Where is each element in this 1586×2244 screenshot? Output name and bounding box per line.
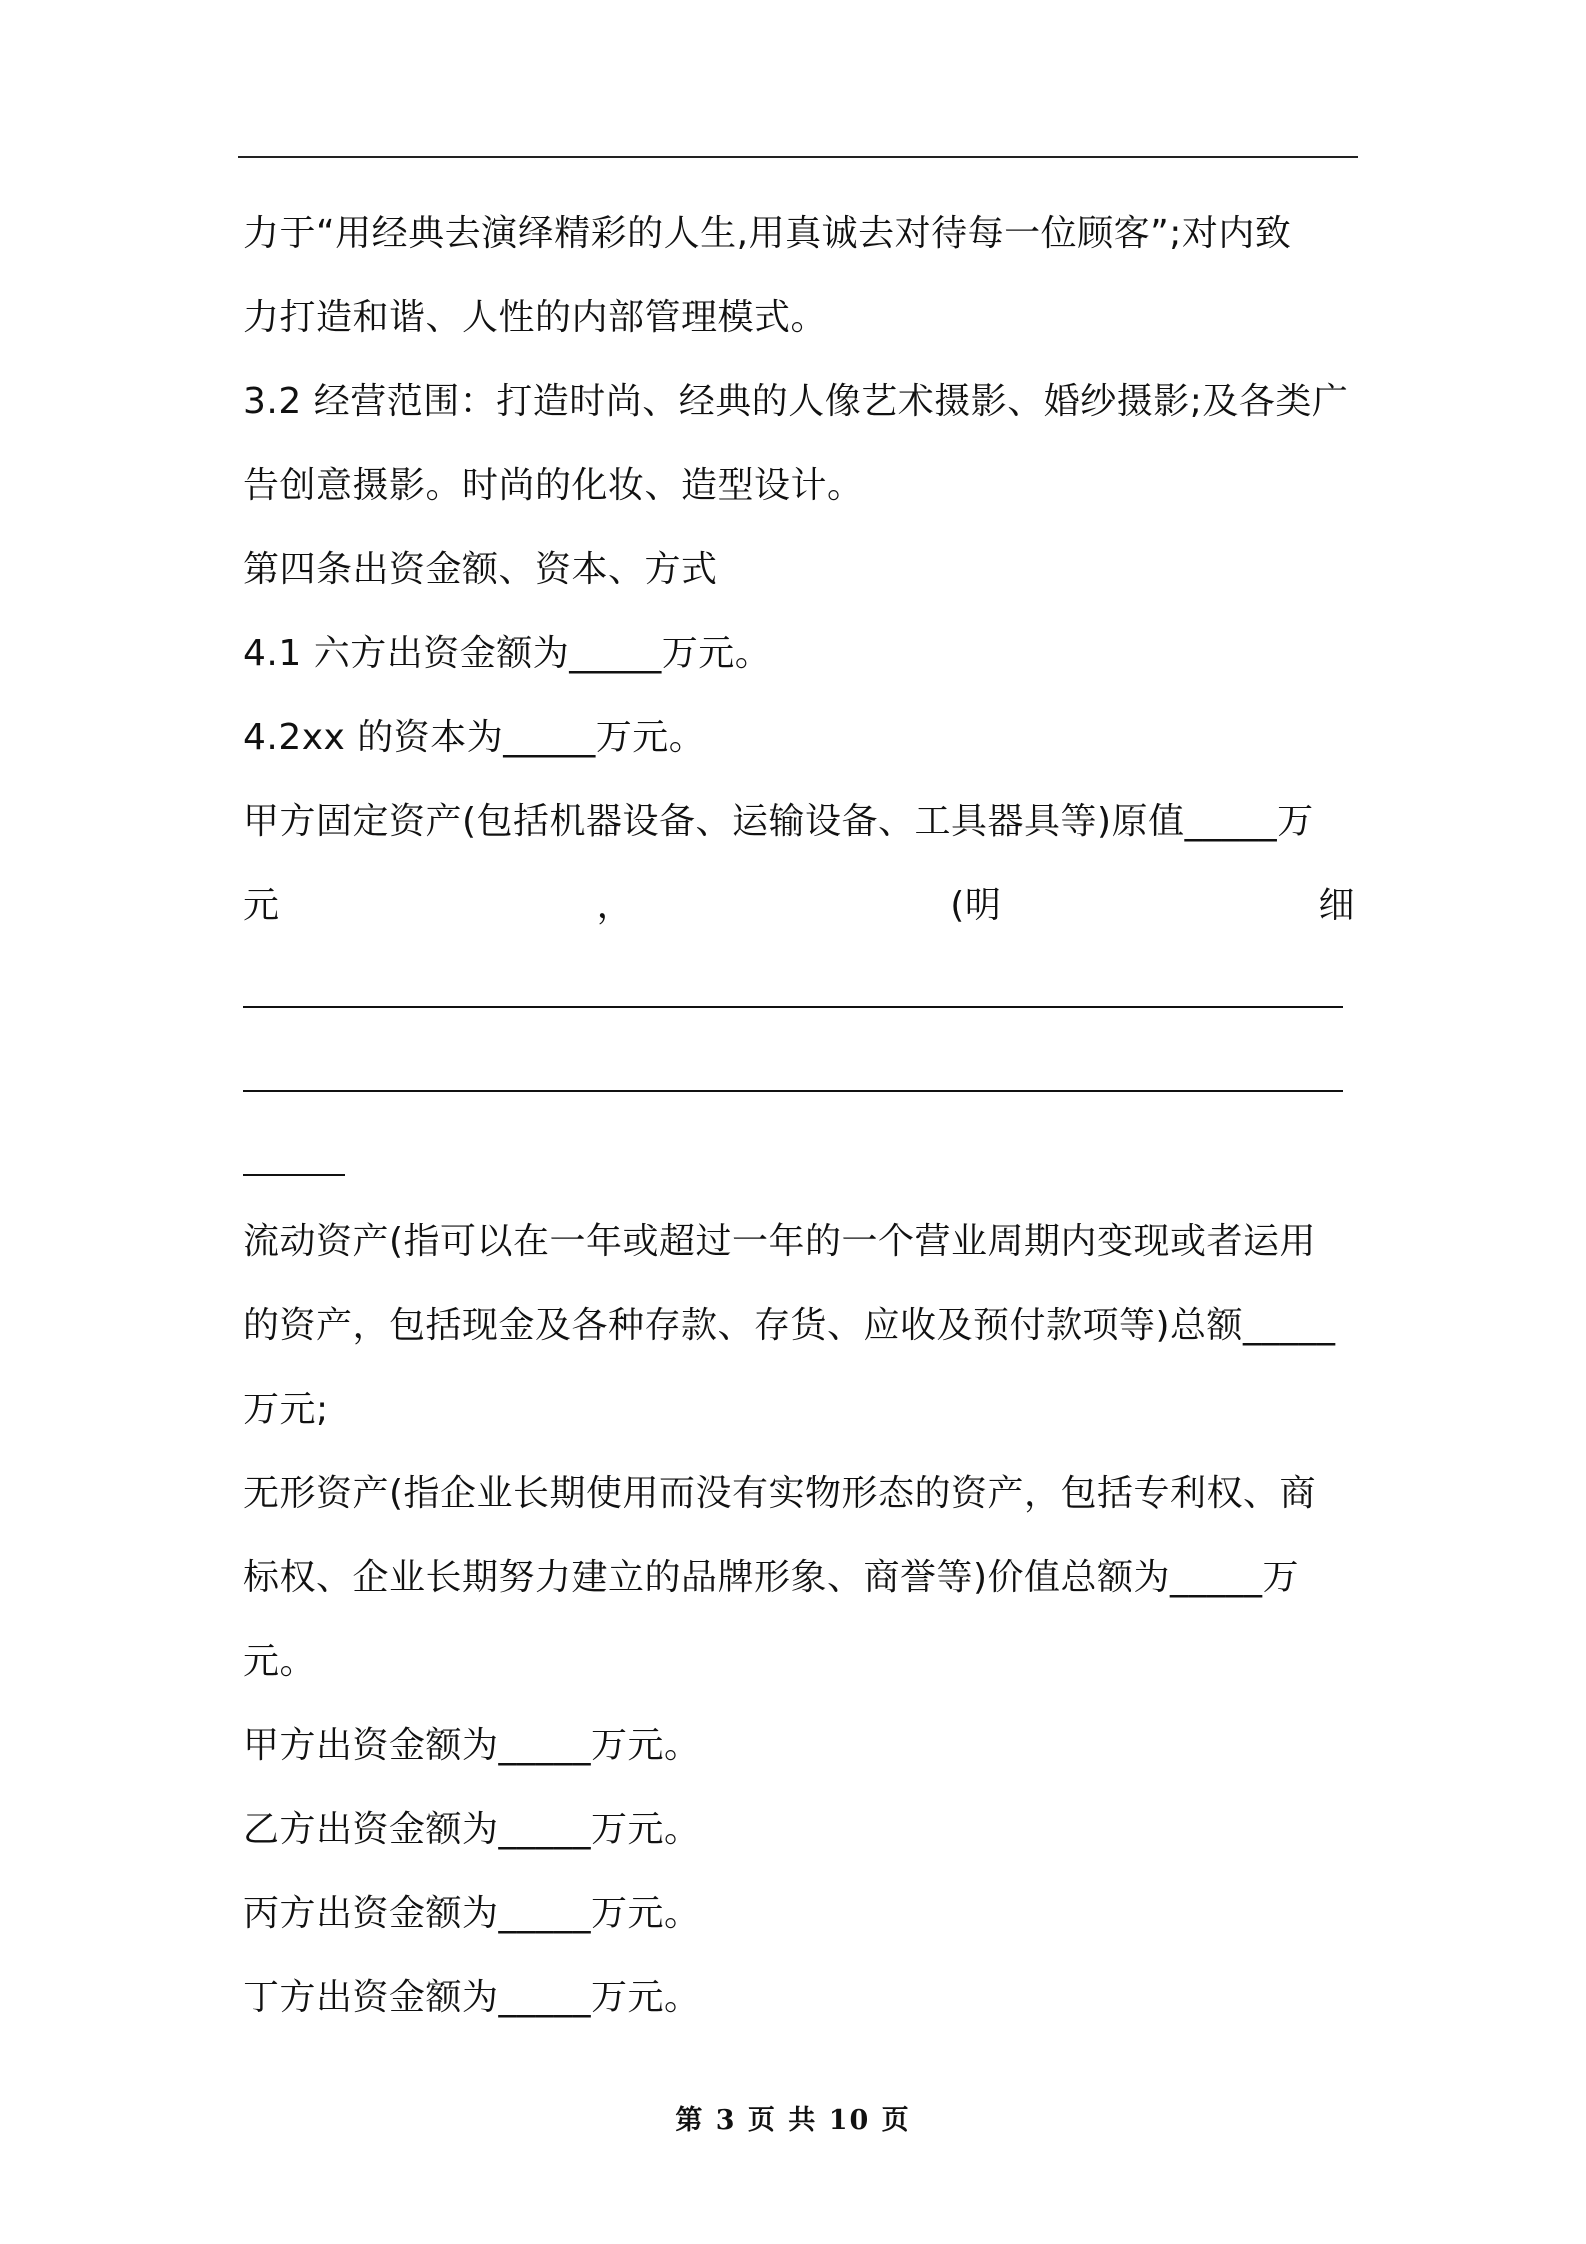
text-line: 标权、企业长期努力建立的品牌形象、商誉等)价值总额为_____万 bbox=[243, 1557, 1300, 1598]
justified-word: ， bbox=[596, 885, 634, 926]
text-line: 丙方出资金额为_____万元。 bbox=[243, 1893, 701, 1934]
justified-word: (明 bbox=[950, 885, 1002, 926]
text-line: 流动资产(指可以在一年或超过一年的一个营业周期内变现或者运用 bbox=[243, 1221, 1317, 1262]
justified-word: 元 bbox=[243, 885, 280, 926]
text-line: 力于“用经典去演绎精彩的人生,用真诚去对待每一位顾客”;对内致 bbox=[243, 213, 1292, 254]
text-line: 4.2xx 的资本为_____万元。 bbox=[243, 717, 706, 758]
header-rule bbox=[238, 156, 1358, 158]
text-line: 乙方出资金额为_____万元。 bbox=[243, 1809, 701, 1850]
page-number: 第 3 页 共 10 页 bbox=[675, 2105, 911, 2136]
justified-line bbox=[243, 864, 1355, 948]
text-line: 万元; bbox=[243, 1389, 329, 1430]
text-line: 告创意摄影。时尚的化妆、造型设计。 bbox=[243, 465, 864, 506]
text-line: 甲方出资金额为_____万元。 bbox=[243, 1725, 701, 1766]
justified-word: 细 bbox=[1318, 885, 1355, 926]
text-line: 4.1 六方出资金额为_____万元。 bbox=[243, 633, 772, 674]
text-line: 力打造和谐、人性的内部管理模式。 bbox=[243, 297, 828, 338]
text-line: 甲方固定资产(包括机器设备、运输设备、工具器具等)原值_____万 bbox=[243, 801, 1314, 842]
document-body bbox=[243, 192, 1355, 2040]
text-line: 的资产，包括现金及各种存款、存货、应收及预付款项等)总额_____ bbox=[243, 1305, 1336, 1346]
fill-in-blank-short bbox=[243, 1116, 345, 1200]
text-line: 丁方出资金额为_____万元。 bbox=[243, 1977, 701, 2018]
text-line: 3.2 经营范围：打造时尚、经典的人像艺术摄影、婚纱摄影;及各类广 bbox=[243, 381, 1349, 422]
section-heading: 第四条出资金额、资本、方式 bbox=[243, 549, 718, 590]
text-line: 无形资产(指企业长期使用而没有实物形态的资产，包括专利权、商 bbox=[243, 1473, 1317, 1514]
fill-in-blank-line bbox=[243, 1032, 1343, 1116]
fill-in-blank-line bbox=[243, 948, 1343, 1032]
text-line: 元。 bbox=[243, 1641, 317, 1682]
